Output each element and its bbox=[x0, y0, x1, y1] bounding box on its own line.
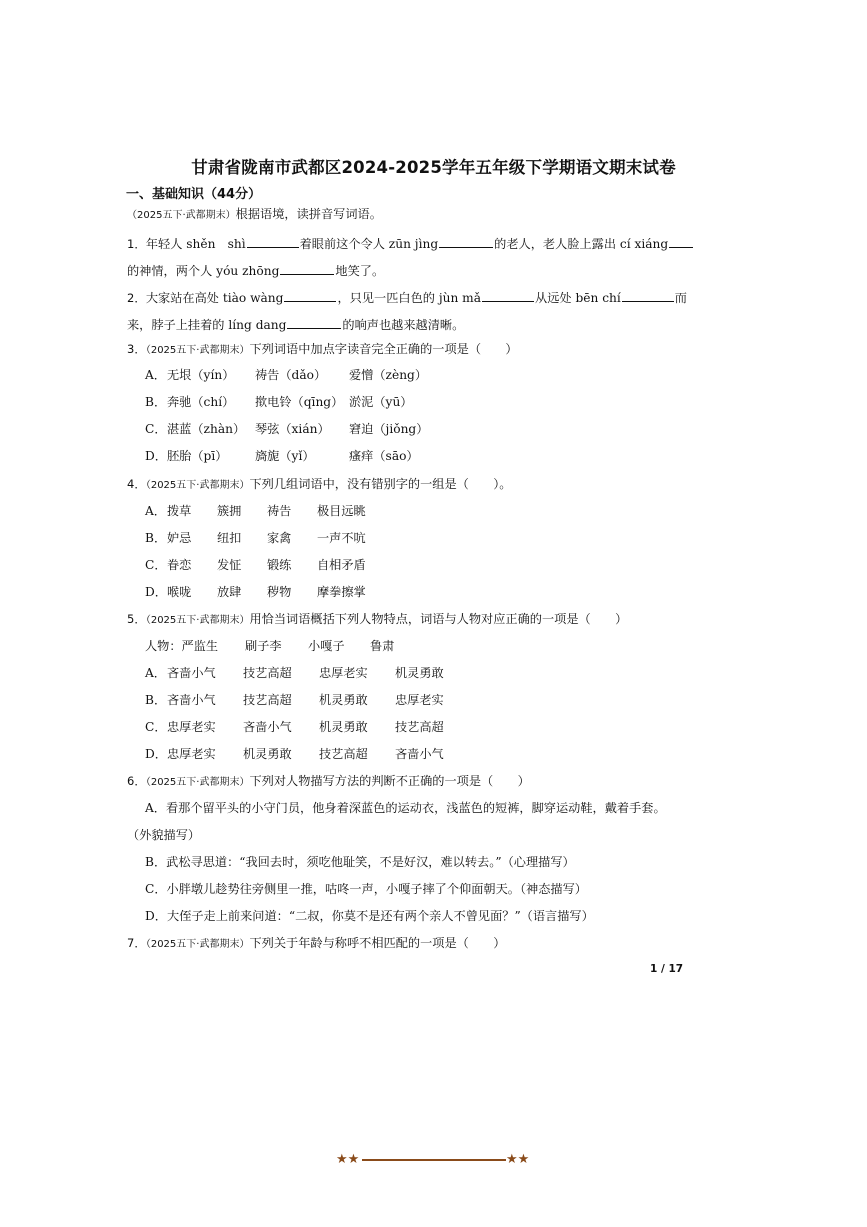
footer-ornament bbox=[336, 1150, 532, 1170]
answer-blank[interactable] bbox=[622, 290, 674, 302]
question-4-option-d[interactable]: D．喉咙 放肆 秽物 摩拳擦掌 bbox=[145, 585, 366, 599]
question-4-option-b[interactable]: B．妒忌 纽扣 家禽 一声不吭 bbox=[145, 531, 366, 545]
question-5-option-a[interactable]: A．吝啬小气 技艺高超 忠厚老实 机灵勇敢 bbox=[145, 666, 444, 680]
question-1-line-1: 1．年轻人 shěn shì 着眼前这个令人 zūn jìng 的老人，老人脸上露出 cí xiáng bbox=[127, 236, 694, 251]
question-intro: （2025五下·武都期末）根据语境，读拼音写词语。 bbox=[127, 207, 382, 221]
question-6-option-a[interactable]: A．看那个留平头的小守门员，他身着深蓝色的运动衣，浅蓝色的短裤，脚穿运动鞋，戴着手套。 bbox=[145, 801, 666, 815]
question-6-stem: 6．（2025五下·武都期末）下列对人物描写方法的判断不正确的一项是（ ） bbox=[127, 774, 530, 788]
question-5-option-d[interactable]: D．忠厚老实 机灵勇敢 技艺高超 吝啬小气 bbox=[145, 747, 444, 761]
question-5-stem: 5．（2025五下·武都期末）用恰当词语概括下列人物特点，词语与人物对应正确的一项是（ ） bbox=[127, 612, 628, 626]
answer-blank[interactable] bbox=[247, 236, 299, 248]
question-source: （2025五下·武都期末） bbox=[145, 777, 250, 788]
answer-blank[interactable] bbox=[482, 290, 534, 302]
question-3-stem: 3．（2025五下·武都期末）下列词语中加点字读音完全正确的一项是（ ） bbox=[127, 342, 518, 356]
question-4-stem: 4．（2025五下·武都期末）下列几组词语中，没有错别字的一组是（ ）。 bbox=[127, 477, 512, 491]
question-2-line-1: 2．大家站在高处 tiào wàng ，只见一匹白色的 jùn mǎ 从远处 bēn chí 而 bbox=[127, 291, 687, 305]
question-6-option-a-note: （外貌描写） bbox=[127, 828, 201, 842]
question-7-stem: 7．（2025五下·武都期末）下列关于年龄与称呼不相匹配的一项是（ ） bbox=[127, 936, 506, 950]
question-5-people: 人物：严监生 刷子李 小嘎子 鲁肃 bbox=[145, 639, 395, 653]
answer-blank[interactable] bbox=[284, 290, 336, 302]
footer-divider bbox=[362, 1159, 506, 1161]
question-source: （2025五下·武都期末） bbox=[145, 345, 250, 356]
question-3-option-c[interactable]: C．湛蓝（zhàn） 琴弦（xián） 窘迫（jiǒng） bbox=[145, 422, 429, 436]
question-4-option-c[interactable]: C．眷恋 发怔 锻练 自相矛盾 bbox=[145, 558, 366, 572]
answer-blank[interactable] bbox=[280, 263, 334, 275]
star-icon: ★★ bbox=[336, 1152, 360, 1167]
question-source: （2025五下·武都期末） bbox=[145, 480, 250, 491]
page-title: 甘肃省陇南市武都区2024-2025学年五年级下学期语文期末试卷 bbox=[191, 158, 676, 177]
question-6-option-c[interactable]: C．小胖墩儿趁势往旁侧里一推，咕咚一声，小嘎子摔了个仰面朝天。（神态描写） bbox=[145, 882, 587, 896]
answer-blank[interactable] bbox=[669, 236, 693, 248]
question-3-option-b[interactable]: B．奔驰（chí） 揿电铃（qīng） 淤泥（yū） bbox=[145, 395, 413, 409]
answer-blank[interactable] bbox=[439, 236, 493, 248]
question-2-line-2: 来，脖子上挂着的 líng dang 的响声也越来越清晰。 bbox=[127, 318, 465, 332]
question-source: （2025五下·武都期末） bbox=[145, 939, 250, 950]
question-5-option-b[interactable]: B．吝啬小气 技艺高超 机灵勇敢 忠厚老实 bbox=[145, 693, 444, 707]
question-5-option-c[interactable]: C．忠厚老实 吝啬小气 机灵勇敢 技艺高超 bbox=[145, 720, 444, 734]
question-6-option-b[interactable]: B．武松寻思道：“我回去时，须吃他耻笑，不是好汉，难以转去。”（心理描写） bbox=[145, 855, 575, 869]
question-3-option-a[interactable]: A．无垠（yín） 祷告（dǎo） 爱憎（zèng） bbox=[145, 368, 428, 382]
section-heading: 一、基础知识（44分） bbox=[126, 187, 262, 202]
question-source: （2025五下·武都期末） bbox=[127, 210, 236, 221]
question-4-option-a[interactable]: A．拨草 簇拥 祷告 极目远眺 bbox=[145, 504, 366, 518]
answer-blank[interactable] bbox=[287, 317, 341, 329]
question-1-line-2: 的神情，两个人 yóu zhōng 地笑了。 bbox=[127, 264, 385, 278]
question-3-option-d[interactable]: D．胚胎（pī） 旖旎（yǐ） 瘙痒（sāo） bbox=[145, 449, 419, 463]
star-icon: ★★ bbox=[506, 1152, 530, 1167]
page-number: 1 / 17 bbox=[650, 963, 684, 975]
question-6-option-d[interactable]: D．大侄子走上前来问道：“二叔，你莫不是还有两个亲人不曾见面？”（语言描写） bbox=[145, 909, 594, 923]
question-source: （2025五下·武都期末） bbox=[145, 615, 250, 626]
